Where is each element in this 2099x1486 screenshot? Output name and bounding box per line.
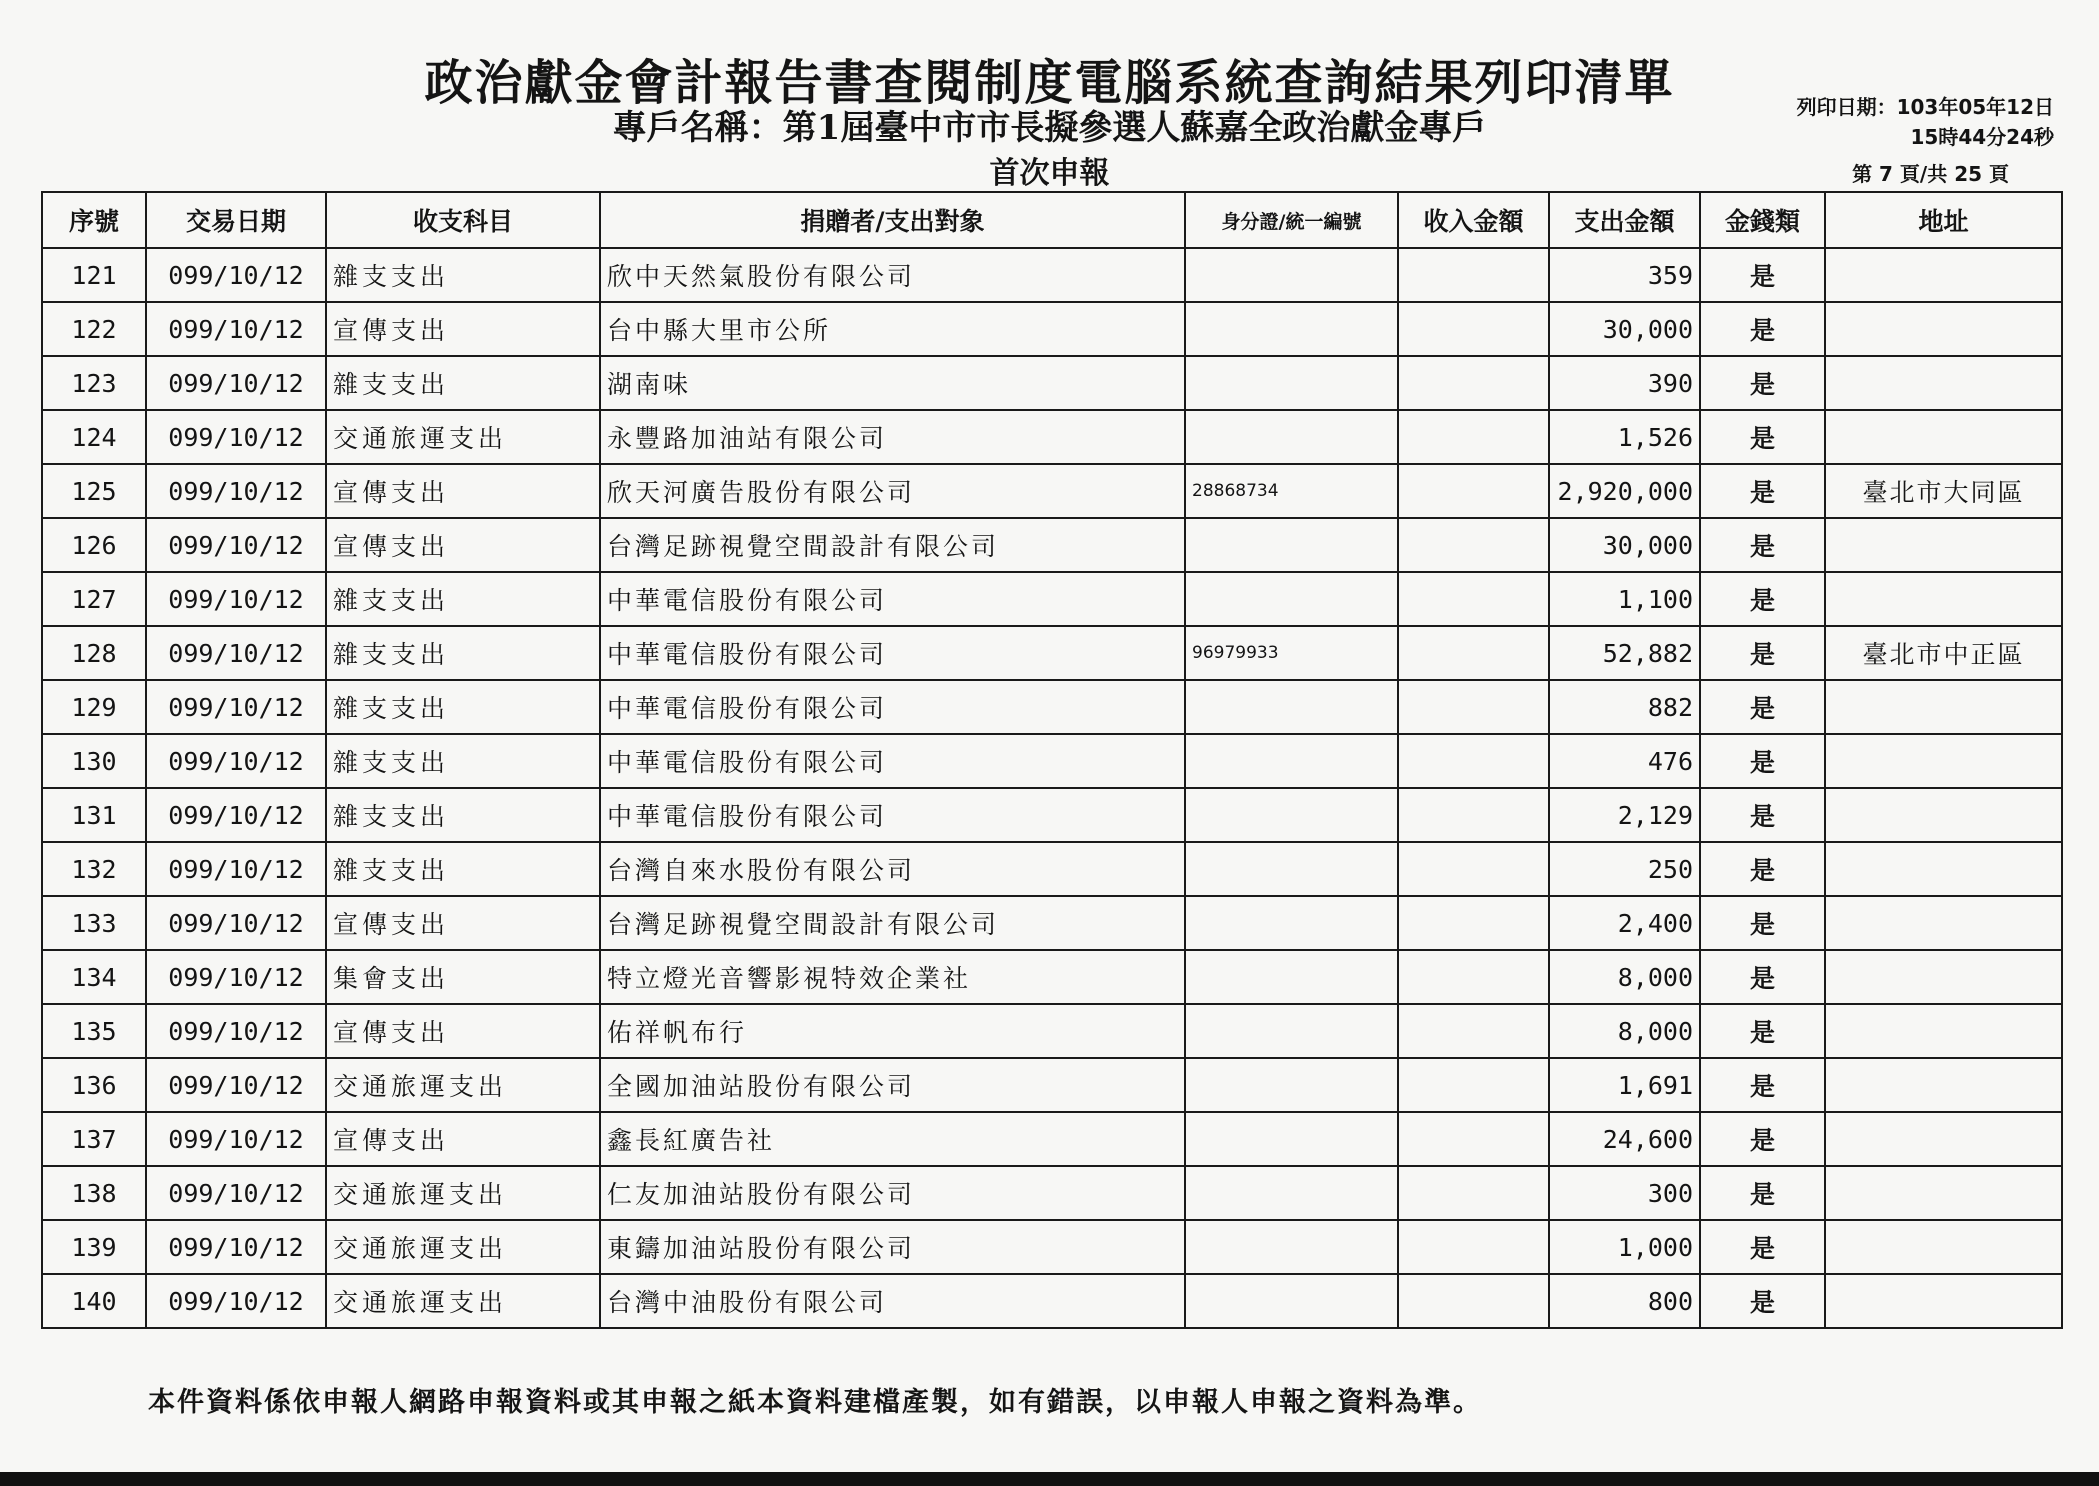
cell-cash: 是 (1700, 518, 1825, 572)
cell-address (1825, 1004, 2062, 1058)
cell-category: 雜支支出 (326, 356, 600, 410)
cell-payee: 中華電信股份有限公司 (600, 734, 1185, 788)
table-row (42, 950, 2062, 1004)
cell-cash: 是 (1700, 302, 1825, 356)
cell-date: 099/10/12 (146, 896, 326, 950)
table-row (42, 572, 2062, 626)
cell-no: 136 (42, 1058, 146, 1112)
cell-income (1398, 680, 1549, 734)
cell-expense: 800 (1549, 1274, 1700, 1328)
cell-id: 96979933 (1185, 626, 1398, 680)
cell-payee: 特立燈光音響影視特效企業社 (600, 950, 1185, 1004)
cell-cash: 是 (1700, 950, 1825, 1004)
col-header-income: 收入金額 (1398, 192, 1549, 248)
cell-address (1825, 518, 2062, 572)
cell-income (1398, 788, 1549, 842)
cell-id (1185, 410, 1398, 464)
cell-category: 雜支支出 (326, 248, 600, 302)
cell-id (1185, 356, 1398, 410)
table-row (42, 302, 2062, 356)
cell-income (1398, 1166, 1549, 1220)
cell-address (1825, 788, 2062, 842)
cell-date: 099/10/12 (146, 1112, 326, 1166)
cell-date: 099/10/12 (146, 356, 326, 410)
cell-address: 臺北市大同區 (1825, 464, 2062, 518)
col-header-category: 收支科目 (326, 192, 600, 248)
cell-payee: 台中縣大里市公所 (600, 302, 1185, 356)
cell-expense: 882 (1549, 680, 1700, 734)
cell-no: 124 (42, 410, 146, 464)
table-row (42, 896, 2062, 950)
col-header-id: 身分證/統一編號 (1185, 192, 1398, 248)
cell-no: 130 (42, 734, 146, 788)
cell-address: 臺北市中正區 (1825, 626, 2062, 680)
cell-id (1185, 1166, 1398, 1220)
cell-expense: 1,100 (1549, 572, 1700, 626)
cell-address (1825, 1220, 2062, 1274)
cell-address (1825, 896, 2062, 950)
cell-category: 雜支支出 (326, 734, 600, 788)
cell-payee: 中華電信股份有限公司 (600, 572, 1185, 626)
cell-category: 宣傳支出 (326, 1004, 600, 1058)
print-date (1797, 92, 2054, 152)
cell-address (1825, 680, 2062, 734)
cell-expense: 250 (1549, 842, 1700, 896)
cell-cash: 是 (1700, 1220, 1825, 1274)
cell-expense: 30,000 (1549, 518, 1700, 572)
cell-address (1825, 356, 2062, 410)
cell-expense: 2,920,000 (1549, 464, 1700, 518)
cell-date: 099/10/12 (146, 464, 326, 518)
page-info: 第 7 頁/共 25 頁 (1852, 162, 2009, 186)
cell-expense: 1,000 (1549, 1220, 1700, 1274)
cell-no: 128 (42, 626, 146, 680)
table-row (42, 626, 2062, 680)
cell-date: 099/10/12 (146, 572, 326, 626)
cell-category: 交通旅運支出 (326, 1166, 600, 1220)
cell-cash: 是 (1700, 1274, 1825, 1328)
cell-category: 宣傳支出 (326, 302, 600, 356)
table-row (42, 1004, 2062, 1058)
cell-cash: 是 (1700, 842, 1825, 896)
cell-no: 125 (42, 464, 146, 518)
cell-id (1185, 1058, 1398, 1112)
print-date-line2: 15時44分24秒 (1910, 125, 2054, 149)
cell-income (1398, 626, 1549, 680)
cell-no: 132 (42, 842, 146, 896)
cell-id (1185, 788, 1398, 842)
cell-income (1398, 1004, 1549, 1058)
cell-category: 交通旅運支出 (326, 1058, 600, 1112)
cell-id (1185, 896, 1398, 950)
cell-cash: 是 (1700, 1004, 1825, 1058)
cell-income (1398, 356, 1549, 410)
cell-address (1825, 950, 2062, 1004)
cell-id: 28868734 (1185, 464, 1398, 518)
cell-date: 099/10/12 (146, 680, 326, 734)
cell-category: 宣傳支出 (326, 1112, 600, 1166)
cell-address (1825, 248, 2062, 302)
cell-no: 123 (42, 356, 146, 410)
cell-no: 127 (42, 572, 146, 626)
cell-date: 099/10/12 (146, 1166, 326, 1220)
cell-payee: 欣天河廣告股份有限公司 (600, 464, 1185, 518)
cell-address (1825, 302, 2062, 356)
cell-payee: 欣中天然氣股份有限公司 (600, 248, 1185, 302)
cell-id (1185, 572, 1398, 626)
cell-id (1185, 842, 1398, 896)
cell-payee: 台灣足跡視覺空間設計有限公司 (600, 896, 1185, 950)
cell-id (1185, 1220, 1398, 1274)
cell-address (1825, 1166, 2062, 1220)
cell-address (1825, 1112, 2062, 1166)
cell-no: 140 (42, 1274, 146, 1328)
account-name: 專戶名稱：第1屆臺中市市長擬參選人蘇嘉全政治獻金專戶 (612, 108, 1487, 148)
cell-payee: 佑祥帆布行 (600, 1004, 1185, 1058)
cell-cash: 是 (1700, 734, 1825, 788)
cell-category: 雜支支出 (326, 788, 600, 842)
ledger-body (42, 248, 2062, 1328)
cell-category: 雜支支出 (326, 626, 600, 680)
cell-income (1398, 464, 1549, 518)
cell-date: 099/10/12 (146, 1004, 326, 1058)
cell-cash: 是 (1700, 248, 1825, 302)
cell-address (1825, 842, 2062, 896)
cell-expense: 1,526 (1549, 410, 1700, 464)
cell-payee: 中華電信股份有限公司 (600, 788, 1185, 842)
cell-no: 138 (42, 1166, 146, 1220)
cell-payee: 中華電信股份有限公司 (600, 680, 1185, 734)
cell-address (1825, 734, 2062, 788)
cell-cash: 是 (1700, 680, 1825, 734)
cell-id (1185, 302, 1398, 356)
cell-payee: 仁友加油站股份有限公司 (600, 1166, 1185, 1220)
cell-payee: 台灣自來水股份有限公司 (600, 842, 1185, 896)
cell-payee: 永豐路加油站有限公司 (600, 410, 1185, 464)
cell-expense: 1,691 (1549, 1058, 1700, 1112)
cell-income (1398, 302, 1549, 356)
cell-no: 122 (42, 302, 146, 356)
cell-date: 099/10/12 (146, 1220, 326, 1274)
cell-income (1398, 1058, 1549, 1112)
cell-cash: 是 (1700, 410, 1825, 464)
col-header-date: 交易日期 (146, 192, 326, 248)
table-row (42, 410, 2062, 464)
cell-no: 134 (42, 950, 146, 1004)
cell-date: 099/10/12 (146, 518, 326, 572)
cell-category: 交通旅運支出 (326, 1274, 600, 1328)
cell-id (1185, 680, 1398, 734)
cell-income (1398, 1274, 1549, 1328)
cell-id (1185, 950, 1398, 1004)
cell-payee: 鑫長紅廣告社 (600, 1112, 1185, 1166)
cell-date: 099/10/12 (146, 1058, 326, 1112)
cell-payee: 台灣中油股份有限公司 (600, 1274, 1185, 1328)
cell-cash: 是 (1700, 1058, 1825, 1112)
cell-category: 雜支支出 (326, 680, 600, 734)
cell-income (1398, 842, 1549, 896)
cell-income (1398, 1220, 1549, 1274)
cell-date: 099/10/12 (146, 842, 326, 896)
table-row (42, 518, 2062, 572)
document-title: 政治獻金會計報告書查閱制度電腦系統查詢結果列印清單 (424, 55, 1675, 111)
print-date-line1: 列印日期：103年05年12日 (1796, 95, 2054, 119)
cell-date: 099/10/12 (146, 626, 326, 680)
cell-id (1185, 734, 1398, 788)
cell-category: 宣傳支出 (326, 518, 600, 572)
table-row (42, 356, 2062, 410)
cell-income (1398, 410, 1549, 464)
cell-address (1825, 1058, 2062, 1112)
cell-id (1185, 248, 1398, 302)
cell-no: 133 (42, 896, 146, 950)
cell-no: 126 (42, 518, 146, 572)
cell-cash: 是 (1700, 356, 1825, 410)
cell-category: 宣傳支出 (326, 896, 600, 950)
cell-expense: 24,600 (1549, 1112, 1700, 1166)
col-header-cash: 金錢類 (1700, 192, 1825, 248)
col-header-no: 序號 (42, 192, 146, 248)
cell-income (1398, 572, 1549, 626)
cell-no: 139 (42, 1220, 146, 1274)
cell-address (1825, 1274, 2062, 1328)
cell-expense: 476 (1549, 734, 1700, 788)
col-header-expense: 支出金額 (1549, 192, 1700, 248)
cell-expense: 359 (1549, 248, 1700, 302)
cell-id (1185, 1274, 1398, 1328)
cell-date: 099/10/12 (146, 734, 326, 788)
footnote: 本件資料係依申報人網路申報資料或其申報之紙本資料建檔產製，如有錯誤，以申報人申報之資料為準。 (148, 1387, 1482, 1418)
cell-date: 099/10/12 (146, 302, 326, 356)
cell-date: 099/10/12 (146, 248, 326, 302)
cell-no: 131 (42, 788, 146, 842)
cell-no: 135 (42, 1004, 146, 1058)
cell-date: 099/10/12 (146, 1274, 326, 1328)
cell-payee: 中華電信股份有限公司 (600, 626, 1185, 680)
table-row (42, 248, 2062, 302)
cell-payee: 全國加油站股份有限公司 (600, 1058, 1185, 1112)
cell-id (1185, 1004, 1398, 1058)
cell-date: 099/10/12 (146, 410, 326, 464)
cell-expense: 390 (1549, 356, 1700, 410)
cell-income (1398, 518, 1549, 572)
table-row (42, 1166, 2062, 1220)
cell-cash: 是 (1700, 464, 1825, 518)
cell-no: 129 (42, 680, 146, 734)
cell-id (1185, 518, 1398, 572)
cell-cash: 是 (1700, 1112, 1825, 1166)
col-header-address: 地址 (1825, 192, 2062, 248)
cell-expense: 8,000 (1549, 1004, 1700, 1058)
cell-income (1398, 896, 1549, 950)
cell-cash: 是 (1700, 1166, 1825, 1220)
cell-address (1825, 410, 2062, 464)
scan-edge (0, 1472, 2099, 1486)
cell-expense: 52,882 (1549, 626, 1700, 680)
table-row (42, 1220, 2062, 1274)
cell-payee: 湖南味 (600, 356, 1185, 410)
cell-id (1185, 1112, 1398, 1166)
cell-category: 雜支支出 (326, 572, 600, 626)
cell-date: 099/10/12 (146, 950, 326, 1004)
cell-category: 交通旅運支出 (326, 1220, 600, 1274)
cell-expense: 300 (1549, 1166, 1700, 1220)
table-row (42, 734, 2062, 788)
cell-category: 宣傳支出 (326, 464, 600, 518)
cell-category: 集會支出 (326, 950, 600, 1004)
cell-cash: 是 (1700, 896, 1825, 950)
table-row (42, 788, 2062, 842)
cell-cash: 是 (1700, 572, 1825, 626)
cell-cash: 是 (1700, 626, 1825, 680)
table-row (42, 842, 2062, 896)
cell-income (1398, 1112, 1549, 1166)
cell-no: 137 (42, 1112, 146, 1166)
cell-payee: 台灣足跡視覺空間設計有限公司 (600, 518, 1185, 572)
cell-expense: 2,129 (1549, 788, 1700, 842)
cell-address (1825, 572, 2062, 626)
table-row (42, 1274, 2062, 1328)
cell-cash: 是 (1700, 788, 1825, 842)
table-row (42, 1058, 2062, 1112)
cell-category: 交通旅運支出 (326, 410, 600, 464)
table-header-row (42, 192, 2062, 248)
cell-date: 099/10/12 (146, 788, 326, 842)
col-header-payee: 捐贈者/支出對象 (600, 192, 1185, 248)
cell-category: 雜支支出 (326, 842, 600, 896)
cell-income (1398, 248, 1549, 302)
cell-expense: 30,000 (1549, 302, 1700, 356)
cell-income (1398, 734, 1549, 788)
cell-income (1398, 950, 1549, 1004)
report-type: 首次申報 (989, 156, 1110, 191)
cell-payee: 東鑄加油站股份有限公司 (600, 1220, 1185, 1274)
cell-expense: 2,400 (1549, 896, 1700, 950)
table-row (42, 464, 2062, 518)
table-row (42, 680, 2062, 734)
cell-no: 121 (42, 248, 146, 302)
table-row (42, 1112, 2062, 1166)
ledger-table (41, 191, 2063, 1329)
cell-expense: 8,000 (1549, 950, 1700, 1004)
